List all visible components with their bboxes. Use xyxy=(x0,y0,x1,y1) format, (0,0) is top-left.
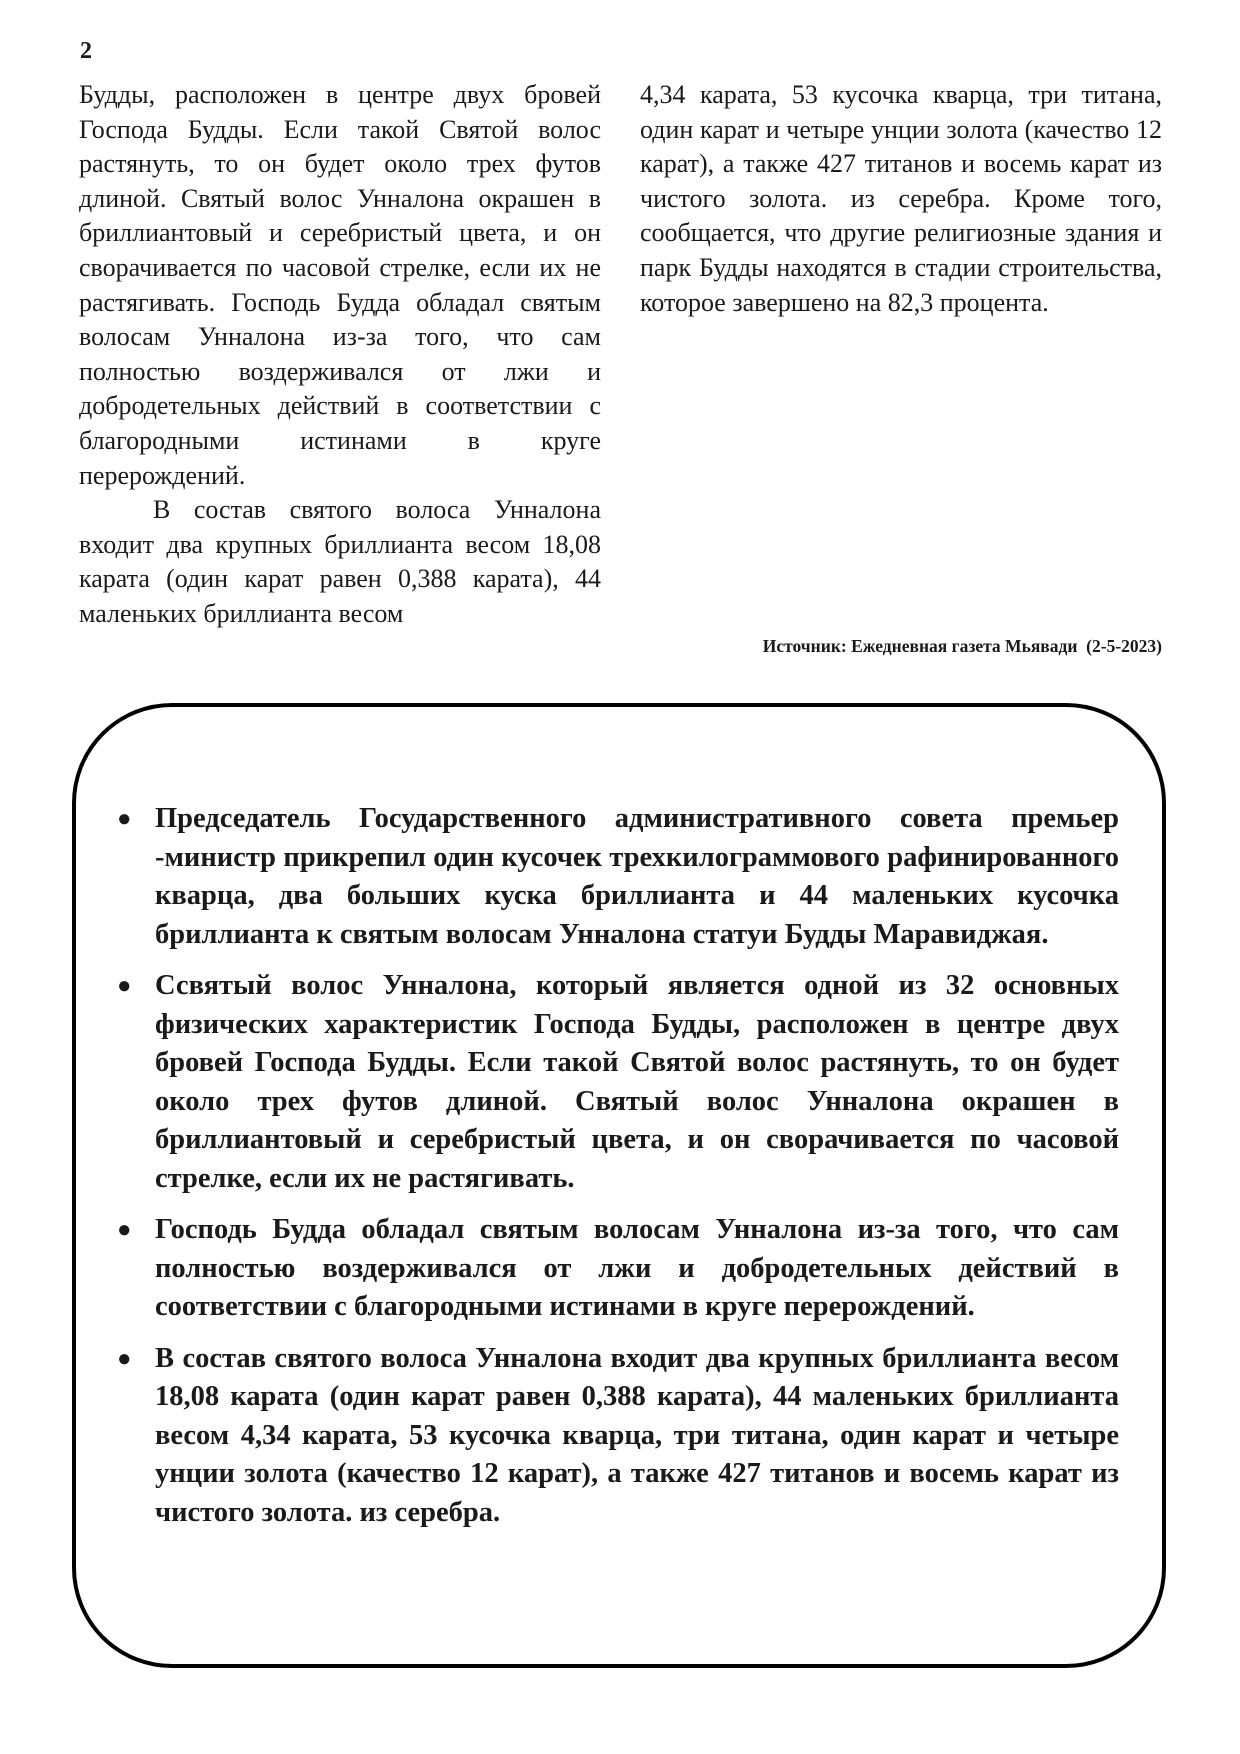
summary-item-text: Ссвятый волос Унналона, который является одной из 32 основных физических характеристик Господа Будды, расположен в центре двух бровей Господа Будды. Если такой Святой волос растянуть, то он будет около трех футов длиной. Святый волос Унналона окрашен в бриллиантовый и серебристый цвета, и он сворачивается по часовой стрелке, если их не растягивать. xyxy=(155,970,1119,1194)
summary-item-text: В состав святого волоса Унналона входит два крупных бриллианта весом 18,08 карата (один карат равен 0,388 карата), 44 маленьких бриллианта весом 4,34 карата, 53 кусочка кварца, три титана, один карат и четыре унции золота (качество 12 карат), а также 427 титанов и восемь карат из чистого золота. из серебра. xyxy=(155,1342,1119,1528)
right-paragraph: 4,34 карата, 53 кусочка кварца, три титана, один карат и четыре унции золота (качество 12 карат), а также 427 титанов и восемь карат из чистого золота. из серебра. Кроме того, сообщается, что другие религиозные здания и парк Будды находятся в стадии строительства, которое завершено на 82,3 процента. xyxy=(640,80,1162,317)
bullet-icon: ● xyxy=(117,1217,132,1243)
left-column xyxy=(79,78,601,632)
summary-item xyxy=(117,1211,1119,1327)
summary-list xyxy=(117,800,1119,1545)
right-column xyxy=(640,78,1162,320)
summary-item-text: Господь Будда обладал святым волосам Унналона из-за того, что сам полностью воздерживался от лжи и добродетельных действий в соответствии с благородными истинами в круге перерождений. xyxy=(155,1214,1119,1322)
source-citation: Источник: Ежедневная газета Мьявади (2-5-2023) xyxy=(762,636,1162,656)
bullet-icon: ● xyxy=(117,973,132,999)
page-number: 2 xyxy=(80,38,92,64)
summary-item xyxy=(117,1340,1119,1533)
bullet-icon: ● xyxy=(117,1345,132,1372)
summary-item xyxy=(117,967,1119,1198)
left-paragraph-1: Будды, расположен в центре двух бровей Господа Будды. Если такой Святой волос растянуть, то он будет около трех футов длиной. Святый волос Унналона окрашен в бриллиантовый и серебристый цвета, и он сворачивается по часовой стрелке, если их не растягивать. Господь Будда обладал святым волосам Унналона из-за того, что сам полностью воздерживался от лжи и добродетельных действий в соответствии с благородными истинами в круге перерождений. xyxy=(79,80,601,490)
bullet-icon: ● xyxy=(117,806,132,832)
left-paragraph-2: В состав святого волоса Унналона входит два крупных бриллианта весом 18,08 карата (один карат равен 0,388 карата), 44 маленьких бриллианта весом xyxy=(79,495,601,628)
summary-item xyxy=(117,800,1119,954)
summary-item-text: Председатель Государственного административного совета премьер -министр прикрепил один кусочек трехкилограммового рафинированного кварца, два больших куска бриллианта и 44 маленьких кусочка бриллианта к святым волосам Унналона статуи Будды Маравиджая. xyxy=(155,803,1119,950)
